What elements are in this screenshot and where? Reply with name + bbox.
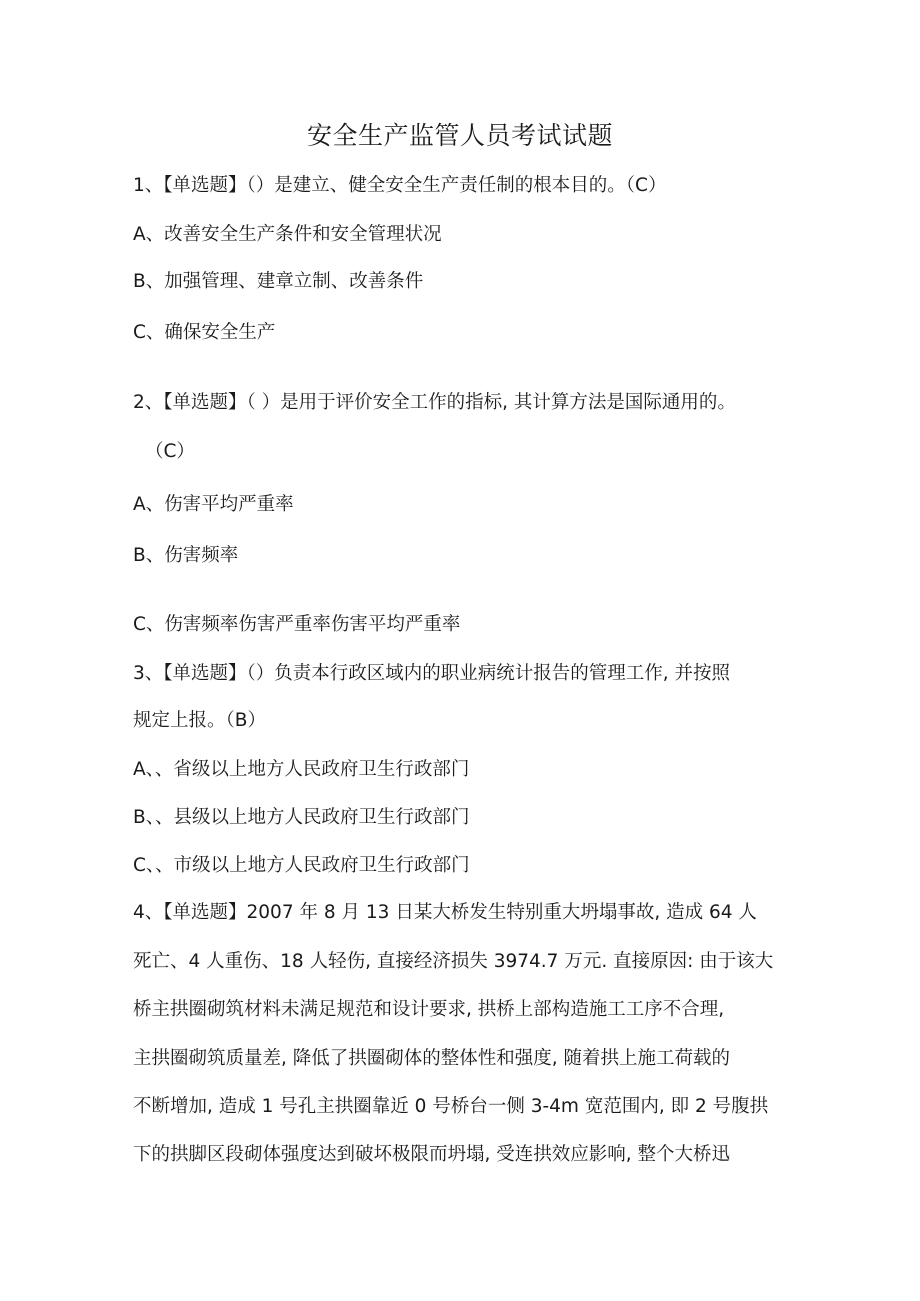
- question-3-option-a: A、、省级以上地方人民政府卫生行政部门: [133, 759, 470, 780]
- question-3-option-b: B、、县级以上地方人民政府卫生行政部门: [133, 807, 470, 828]
- question-4-stem-line-3: 桥主拱圈砌筑材料未满足规范和设计要求, 拱桥上部构造施工工序不合理,: [133, 999, 725, 1020]
- question-2-answer: （C）: [145, 441, 195, 462]
- question-1-option-c: C、确保安全生产: [133, 322, 276, 343]
- question-4-stem-line-5: 不断增加, 造成 1 号孔主拱圈靠近 0 号桥台一侧 3-4m 宽范围内, 即 2 号腹拱: [133, 1096, 769, 1117]
- question-4-stem-line-4: 主拱圈砌筑质量差, 降低了拱圈砌体的整体性和强度, 随着拱上施工荷载的: [133, 1048, 731, 1069]
- question-3-stem: 3、【单选题】（）负责本行政区域内的职业病统计报告的管理工作, 并按照: [133, 663, 731, 684]
- document-title: 安全生产监管人员考试试题: [306, 121, 613, 150]
- question-4-stem-line-6: 下的拱脚区段砌体强度达到破坏极限而坍塌, 受连拱效应影响, 整个大桥迅: [133, 1144, 731, 1165]
- question-1-stem: 1、【单选题】（）是建立、健全安全生产责任制的根本目的。（C）: [133, 175, 667, 196]
- question-2-option-a: A、伤害平均严重率: [133, 494, 294, 515]
- question-2-option-b: B、伤害频率: [133, 545, 239, 566]
- question-1-option-a: A、改善安全生产条件和安全管理状况: [133, 224, 442, 245]
- question-4-stem-line-2: 死亡、4 人重伤、18 人轻伤, 直接经济损失 3974.7 万元. 直接原因: 由于该大: [133, 951, 774, 972]
- question-1-option-b: B、加强管理、建章立制、改善条件: [133, 271, 424, 292]
- question-4-stem-line-1: 4、【单选题】2007 年 8 月 13 日某大桥发生特别重大坍塌事故, 造成 64 人: [133, 902, 757, 923]
- question-2-stem: 2、【单选题】（ ）是用于评价安全工作的指标, 其计算方法是国际通用的。: [133, 392, 736, 413]
- question-2-option-c: C、伤害频率伤害严重率伤害平均严重率: [133, 614, 461, 635]
- question-3-stem-cont: 规定上报。（B）: [133, 710, 266, 731]
- question-3-option-c: C、、市级以上地方人民政府卫生行政部门: [133, 855, 470, 876]
